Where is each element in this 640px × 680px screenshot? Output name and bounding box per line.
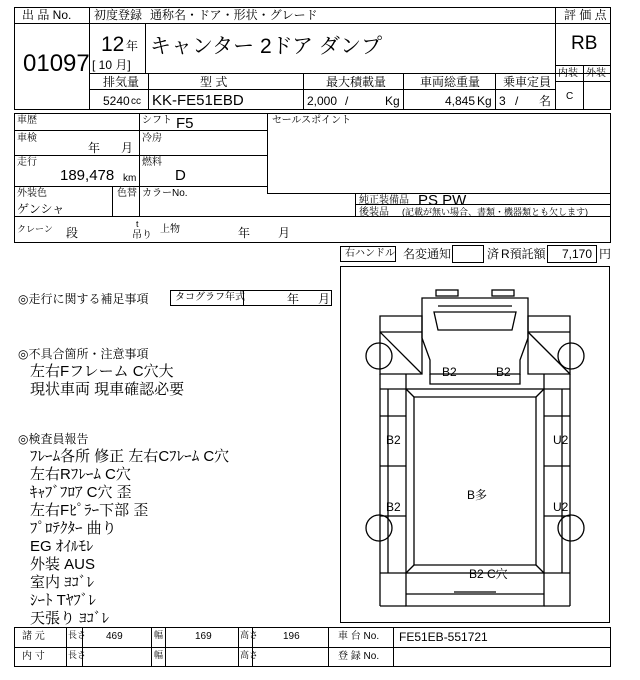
capacity-value: 3	[499, 94, 506, 108]
equipment-label: 純正装備品	[359, 195, 409, 206]
tacho-label: タコグラフ年式	[175, 292, 245, 303]
defect-line: 現状車両 現車確認必要	[30, 381, 185, 398]
reg-label: 初度登録	[94, 8, 143, 22]
fuel-value: D	[175, 167, 186, 184]
color-label: 外装色	[17, 188, 47, 199]
interior-dims-label: 内 寸	[22, 651, 45, 662]
load-unit: Kg	[385, 94, 400, 108]
name-notice-box	[452, 245, 484, 263]
defect-title: ◎不具合箇所・注意事項	[18, 347, 149, 361]
load-sep: /	[345, 94, 349, 108]
capacity-label: 乗車定員	[503, 75, 552, 89]
report-line: 天張り ﾖｺﾞﾚ	[30, 610, 110, 627]
crane-dan: 段	[66, 226, 79, 240]
gross-unit: Kg	[477, 94, 492, 108]
lot-number: 01097	[23, 50, 90, 77]
driving-notes-title: ◎走行に関する補足事項	[18, 292, 149, 306]
equipment-value: PS PW	[418, 192, 467, 209]
reg-year-unit: 年	[126, 39, 139, 53]
inspector-title: ◎検査員報告	[18, 432, 89, 446]
displacement-unit: cc	[131, 96, 141, 107]
damage-mark: U2	[553, 433, 569, 447]
grade-label: 評 価 点	[564, 8, 607, 22]
report-line: ｷｬﾌﾞﾌﾛｱ C穴 歪	[30, 484, 132, 501]
inspection-month: 月	[121, 141, 134, 155]
crane-t: t	[136, 219, 139, 229]
damage-mark: B2 C穴	[469, 567, 508, 581]
capacity-unit: 名	[539, 94, 552, 108]
height-value: 196	[283, 631, 300, 642]
rhd-label: 右ハンドル	[345, 248, 395, 259]
width-label: 幅	[154, 630, 164, 640]
mileage-label: 走行	[17, 157, 37, 168]
ueya-year: 年	[238, 226, 251, 240]
defect-line: 左右Fフレーム C穴大	[30, 363, 174, 380]
damage-mark: U2	[553, 500, 569, 514]
displacement-label: 排気量	[103, 75, 140, 89]
chassis-value: FE51EB-551721	[399, 630, 488, 644]
crane-tsuri: 吊り	[132, 230, 152, 241]
reg-year: 12	[101, 33, 125, 56]
report-line: ｼｰﾄ Tﾔﾌﾞﾚ	[30, 592, 96, 609]
grade-score: RB	[571, 33, 598, 54]
car-name: キャンター 2ドア ダンプ	[150, 35, 383, 58]
load-value: 2,000	[307, 94, 338, 108]
shift-value: F5	[176, 115, 194, 132]
aftermarket-note: (記載が無い場合、書類・機器類とも欠します)	[402, 207, 588, 217]
recycle-value: 7,170	[562, 247, 593, 261]
gross-value: 4,845	[445, 94, 476, 108]
length-value: 469	[106, 631, 123, 642]
recycle-unit: 円	[599, 247, 612, 261]
color-value: ゲンシャ	[17, 202, 65, 216]
ueya-month: 月	[278, 226, 291, 240]
damage-mark: B2	[442, 365, 457, 379]
type-label: 型 式	[200, 75, 228, 89]
gross-label: 車両総重量	[420, 75, 481, 89]
reg-month: [ 10 月]	[92, 58, 131, 72]
exterior-label: 外装	[586, 68, 606, 79]
inspection-year: 年	[88, 141, 101, 155]
ac-label: 冷房	[142, 133, 162, 144]
shift-label: シフト	[142, 115, 172, 126]
lot-label: 出 品 No.	[22, 8, 72, 22]
sen-label: 済	[487, 247, 500, 261]
ueya-label: 上物	[160, 224, 180, 235]
report-line: 左右Rﾌﾚｰﾑ C穴	[30, 466, 131, 483]
capacity-sep: /	[515, 94, 519, 108]
dims-label: 諸 元	[22, 631, 45, 642]
history-label: 車歴	[17, 115, 37, 126]
damage-mark: B2	[386, 500, 401, 514]
height-label: 高さ	[240, 630, 259, 640]
fuel-label: 燃料	[142, 157, 162, 168]
height2-label: 高さ	[240, 650, 259, 660]
damage-mark: B多	[467, 488, 488, 502]
sales-point-label: セールスポイント	[272, 115, 352, 126]
report-line: 外装 AUS	[30, 556, 96, 573]
report-line: EG ｵｲﾙﾓﾚ	[30, 538, 94, 555]
report-line: 室内 ﾖｺﾞﾚ	[30, 574, 95, 591]
crane-label: クレーン	[17, 224, 53, 234]
length-label: 長さ	[68, 630, 87, 640]
damage-mark: B2	[386, 433, 401, 447]
interior-grade: C	[566, 91, 574, 102]
recycle-label: R預託額	[501, 247, 546, 261]
length2-label: 長さ	[68, 650, 87, 660]
load-label: 最大積載量	[326, 75, 387, 89]
report-line: 左右Fﾋﾟﾗｰ下部 歪	[30, 502, 149, 519]
interior-label: 内装	[558, 68, 578, 79]
mileage-unit: km	[123, 173, 137, 184]
width2-label: 幅	[154, 650, 164, 660]
name-notice-label: 名変通知	[403, 247, 452, 261]
type-value: KK-FE51EBD	[152, 92, 244, 109]
model-label: 通称名・ドア・形状・グレード	[150, 8, 318, 22]
damage-mark: B2	[496, 365, 511, 379]
report-line: ﾌﾚｰﾑ各所 修正 左右Cﾌﾚｰﾑ C穴	[30, 448, 230, 465]
width-value: 169	[195, 631, 212, 642]
mileage-value: 189,478	[60, 167, 115, 184]
inspection-label: 車検	[17, 133, 37, 144]
aftermarket-label: 後装品	[359, 207, 389, 218]
displacement-value: 5240	[103, 94, 130, 108]
tacho-month: 月	[318, 292, 331, 306]
reg-no-label: 登 録 No.	[338, 651, 380, 662]
color-change-label: 色替	[117, 188, 137, 199]
tacho-year: 年	[287, 292, 300, 306]
chassis-label: 車 台 No.	[338, 631, 380, 642]
report-line: ﾌﾟﾛﾃｸﾀｰ 曲り	[30, 520, 117, 537]
color-no-label: カラーNo.	[142, 188, 188, 199]
